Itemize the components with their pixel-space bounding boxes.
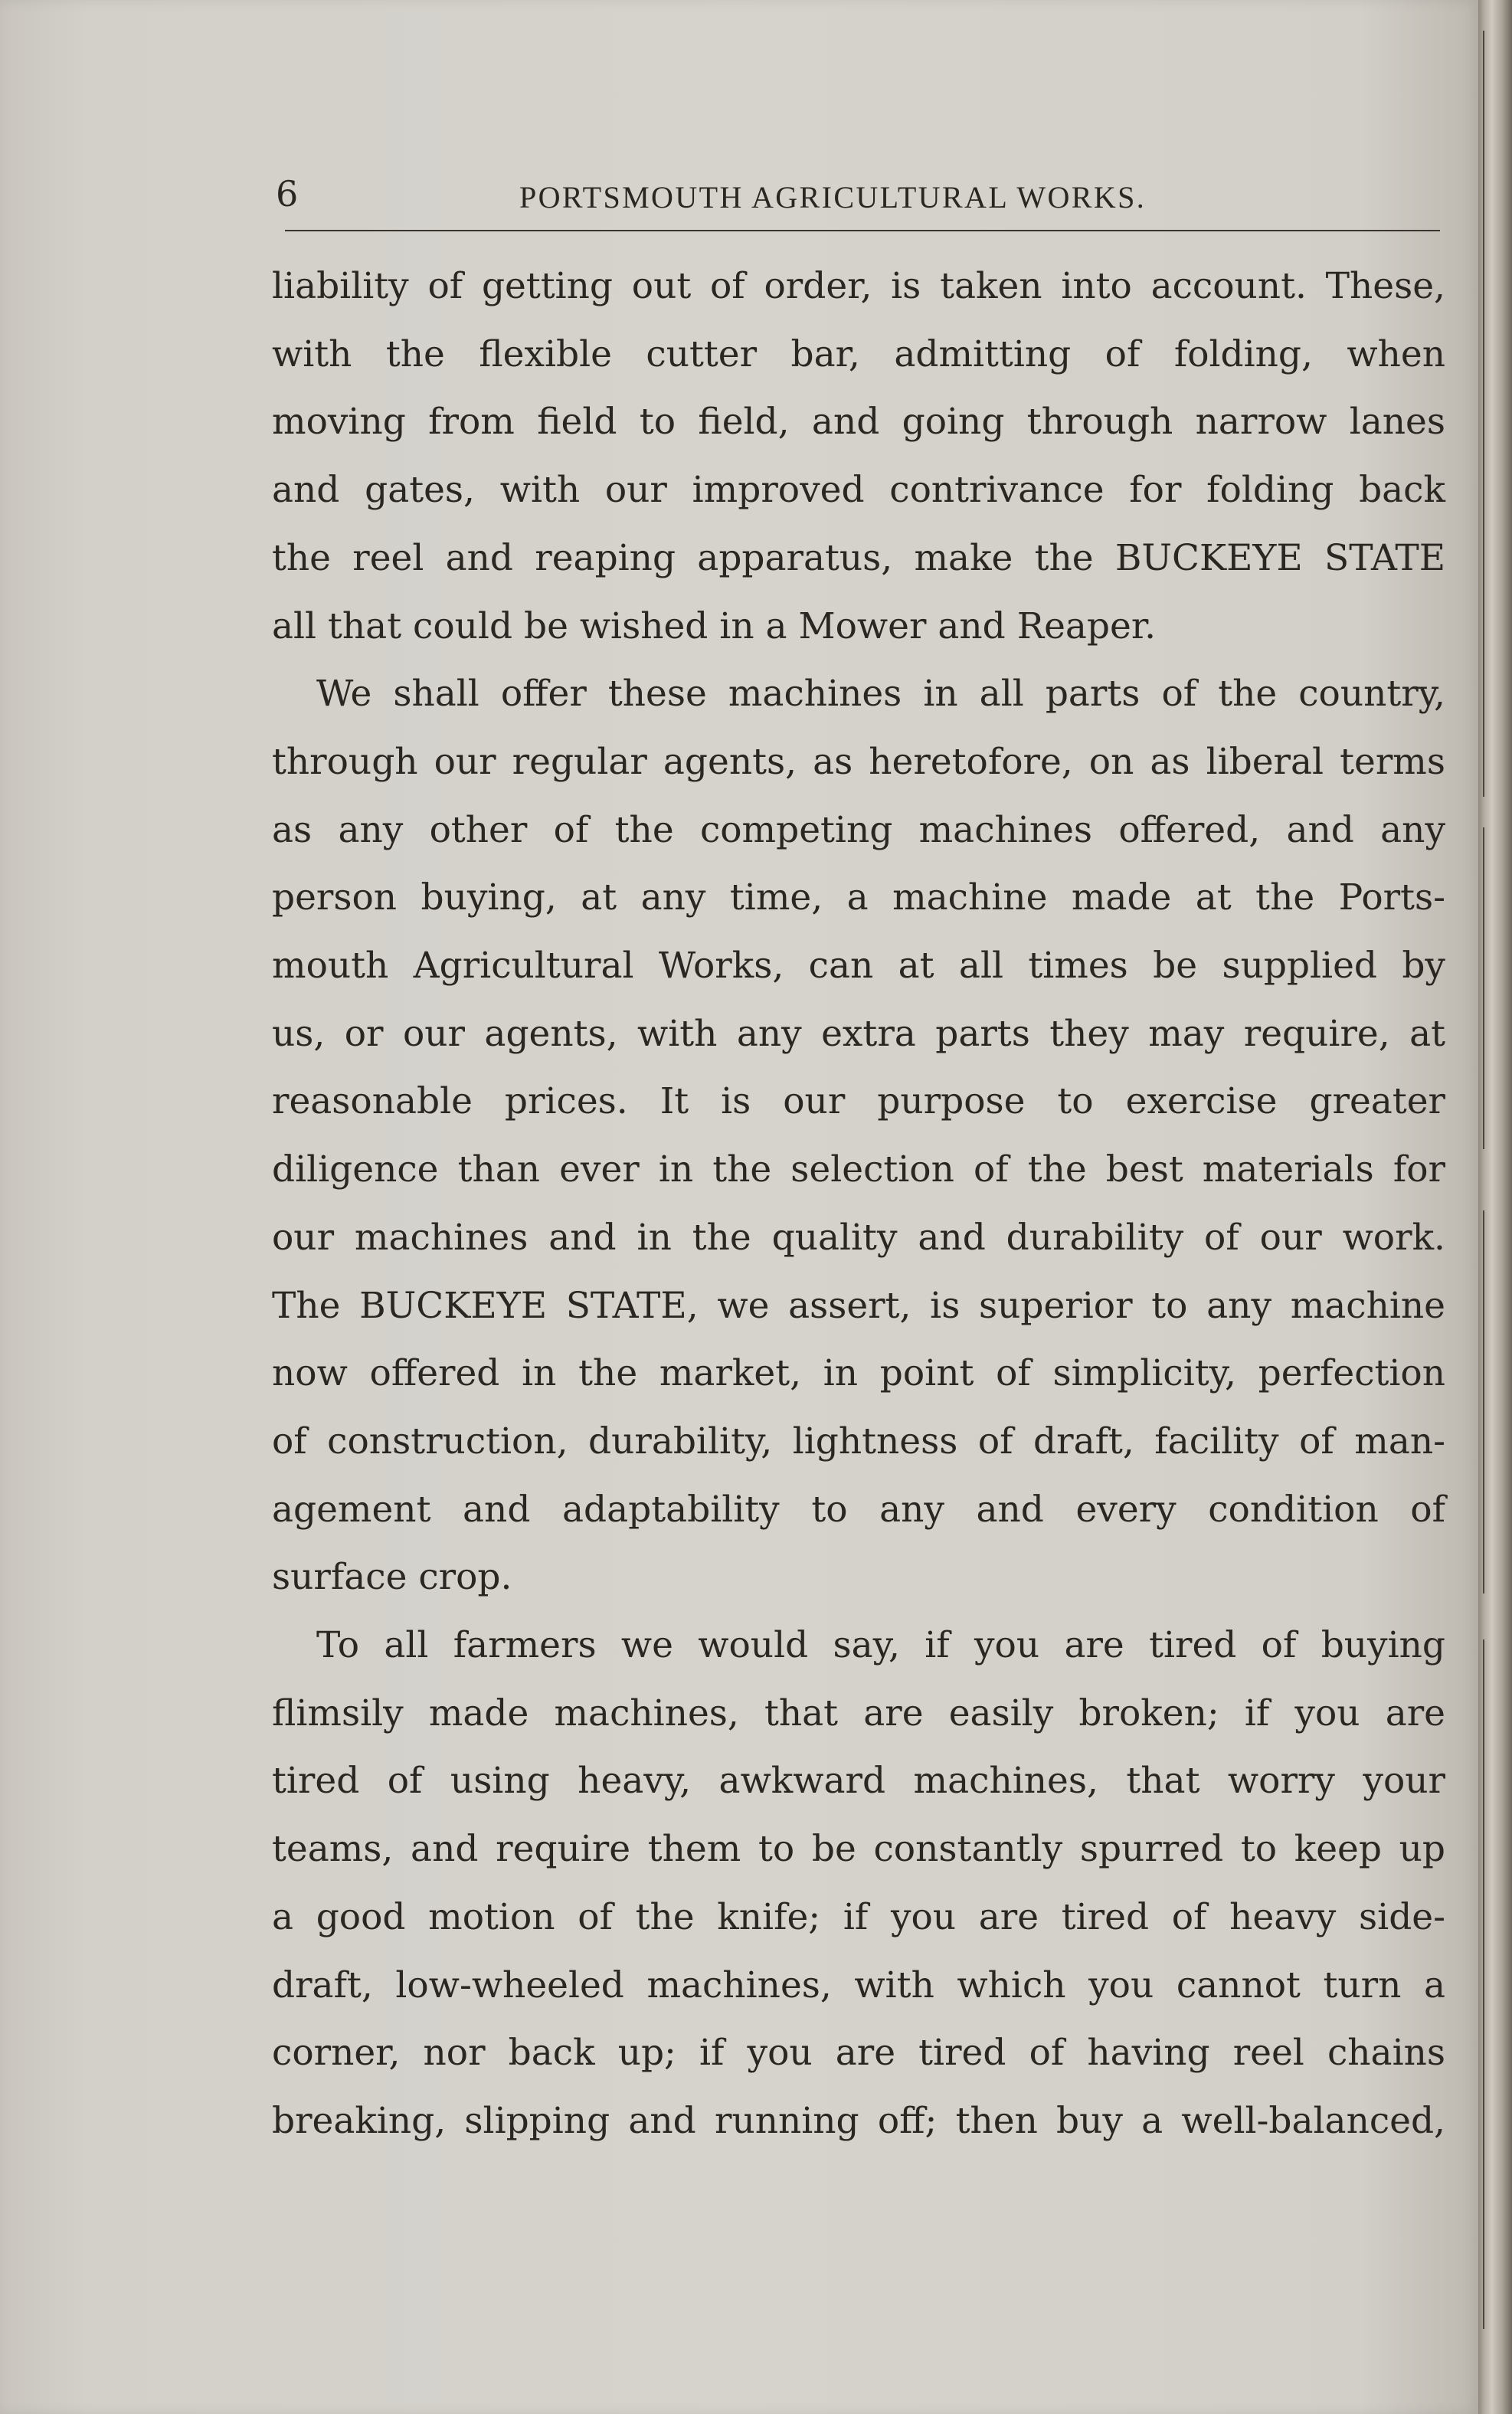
text-line: moving from field to field, and going through narrow lanes xyxy=(272,401,1445,444)
running-title: PORTSMOUTH AGRICULTURAL WORKS. xyxy=(519,180,1147,215)
text-line: teams, and require them to be constantly spurred to keep up xyxy=(272,1828,1445,1871)
text-line: tired of using heavy, awkward machines, that worry your xyxy=(272,1760,1445,1803)
text-line: reasonable prices. It is our purpose to exercise greater xyxy=(272,1080,1445,1123)
text-line: diligence than ever in the selection of the best materials for xyxy=(272,1148,1445,1191)
page-number: 6 xyxy=(276,173,299,215)
paragraph-3 xyxy=(272,1612,1445,2156)
edge-mark xyxy=(1483,31,1484,797)
paragraph-2 xyxy=(272,660,1445,1612)
text-line: through our regular agents, as heretofore, on as liberal terms xyxy=(272,740,1445,783)
text-line: agement and adaptability to any and every condition of xyxy=(272,1488,1445,1531)
text-line: of construction, durability, lightness of draft, facility of man- xyxy=(272,1420,1445,1462)
text-line: all that could be wished in a Mower and Reaper. xyxy=(272,604,1157,647)
text-line: us, or our agents, with any extra parts they may require, at xyxy=(272,1012,1445,1055)
text-line: surface crop. xyxy=(272,1556,512,1599)
text-line: now offered in the market, in point of simplicity, perfection xyxy=(272,1352,1445,1395)
edge-mark xyxy=(1483,1639,1484,2329)
text-line: as any other of the competing machines offered, and any xyxy=(272,808,1445,851)
text-line: The BUCKEYE STATE, we assert, is superior to any machine xyxy=(272,1284,1445,1327)
text-line: our machines and in the quality and durability of our work. xyxy=(272,1216,1445,1259)
text-line: corner, nor back up; if you are tired of having reel chains xyxy=(272,2032,1445,2075)
text-line: flimsily made machines, that are easily broken; if you are xyxy=(272,1692,1445,1734)
header-rule xyxy=(285,230,1440,231)
text-line: a good motion of the knife; if you are tired of heavy side- xyxy=(272,1895,1445,1938)
edge-mark xyxy=(1483,1210,1484,1594)
text-line: and gates, with our improved contrivance for folding back xyxy=(272,469,1445,512)
text-line: liability of getting out of order, is taken into account. These, xyxy=(272,265,1445,307)
text-line: draft, low-wheeled machines, with which you cannot turn a xyxy=(272,1964,1445,2006)
text-line: with the flexible cutter bar, admitting of folding, when xyxy=(272,332,1445,375)
body-text xyxy=(272,253,1445,2156)
text-line: the reel and reaping apparatus, make the BUCKEYE STATE xyxy=(272,536,1445,579)
text-line: breaking, slipping and running off; then buy a well-balanced, xyxy=(272,2099,1445,2142)
text-line: mouth Agricultural Works, can at all times be supplied by xyxy=(272,945,1445,988)
edge-mark xyxy=(1483,827,1484,1149)
text-line: We shall offer these machines in all parts of the country, xyxy=(316,673,1445,716)
text-line: person buying, at any time, a machine made at the Ports- xyxy=(272,876,1445,919)
binding-edge xyxy=(1478,0,1512,2414)
text-line: To all farmers we would say, if you are tired of buying xyxy=(316,1624,1445,1667)
page-header xyxy=(276,173,1440,219)
paragraph-1 xyxy=(272,253,1445,660)
